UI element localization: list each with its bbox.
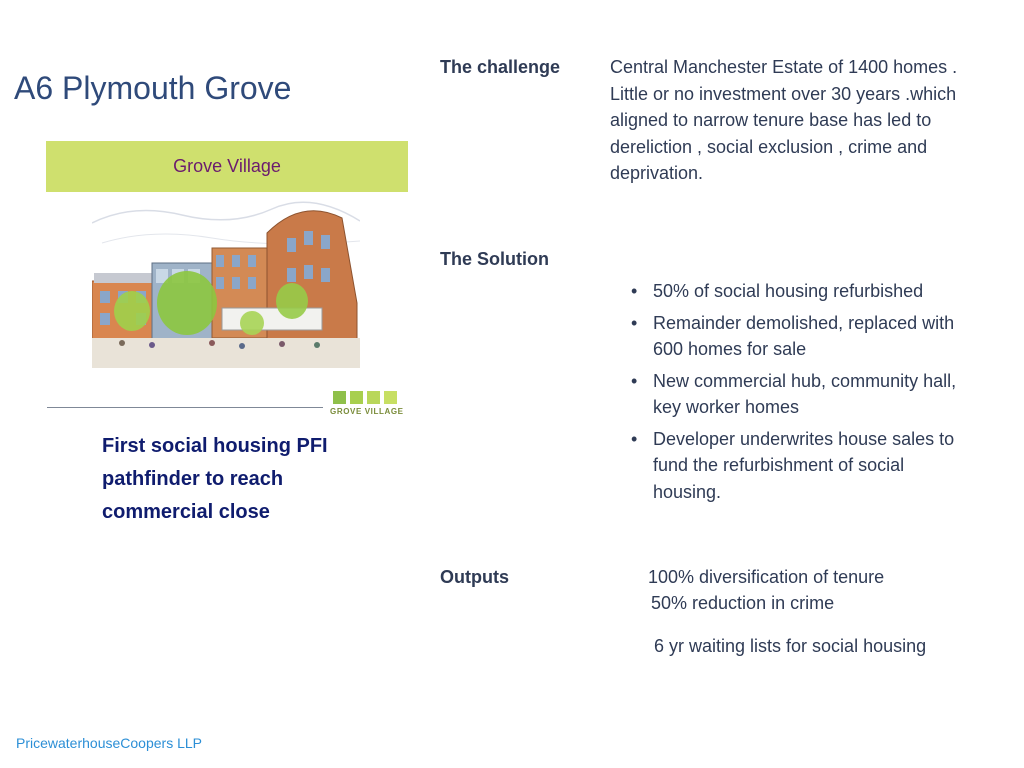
divider-line (47, 407, 323, 408)
pathfinder-statement (102, 430, 392, 529)
list-item (631, 426, 1006, 506)
challenge-line: Central Manchester Estate of 1400 homes . (610, 57, 958, 77)
building-illustration (92, 193, 360, 368)
page-title: A6 Plymouth Grove (14, 70, 292, 106)
logo-square (333, 391, 346, 404)
pathfinder-line: commercial close (102, 501, 270, 523)
bullet-icon: • (631, 281, 638, 301)
list-item (631, 278, 1006, 305)
pathfinder-line: pathfinder to reach (102, 468, 284, 490)
solution-line: housing. (653, 481, 722, 502)
solution-label: The Solution (440, 249, 549, 269)
bullet-icon: • (631, 312, 638, 333)
solution-line: key worker homes (653, 397, 800, 417)
list-item (631, 310, 1006, 363)
output-item: 100% diversification of tenure (648, 567, 885, 587)
solution-line: 50% of social housing refurbished (653, 281, 924, 301)
pathfinder-line: First social housing PFI (102, 435, 328, 457)
solution-line: fund the refurbishment of social (653, 455, 905, 475)
challenge-line: deprivation. (610, 163, 704, 183)
list-item (631, 368, 1006, 421)
challenge-label: The challenge (440, 57, 561, 77)
grove-village-logo (330, 391, 410, 419)
solution-line: Remainder demolished, replaced with (653, 312, 955, 333)
output-item: 6 yr waiting lists for social housing (654, 636, 927, 656)
solution-line: 600 homes for sale (653, 339, 807, 359)
banner (46, 141, 408, 192)
banner-title: Grove Village (173, 156, 281, 176)
challenge-line: aligned to narrow tenure base has led to (610, 110, 932, 130)
logo-square (384, 391, 397, 404)
bullet-icon: • (631, 428, 638, 449)
challenge-text (610, 54, 1010, 187)
challenge-line: Little or no investment over 30 years .which (610, 83, 957, 104)
solution-line: Developer underwrites house sales to (653, 428, 955, 449)
output-item: 50% reduction in crime (651, 593, 835, 613)
solution-line: New commercial hub, community hall, (653, 370, 957, 391)
footer-company: PricewaterhouseCoopers LLP (16, 735, 202, 751)
bullet-icon: • (631, 370, 638, 391)
solution-list (631, 278, 1006, 510)
logo-square (350, 391, 363, 404)
logo-square (367, 391, 380, 404)
challenge-line: dereliction , social exclusion , crime and (610, 136, 928, 157)
logo-text: GROVE VILLAGE (330, 407, 404, 416)
outputs-label: Outputs (440, 567, 509, 587)
